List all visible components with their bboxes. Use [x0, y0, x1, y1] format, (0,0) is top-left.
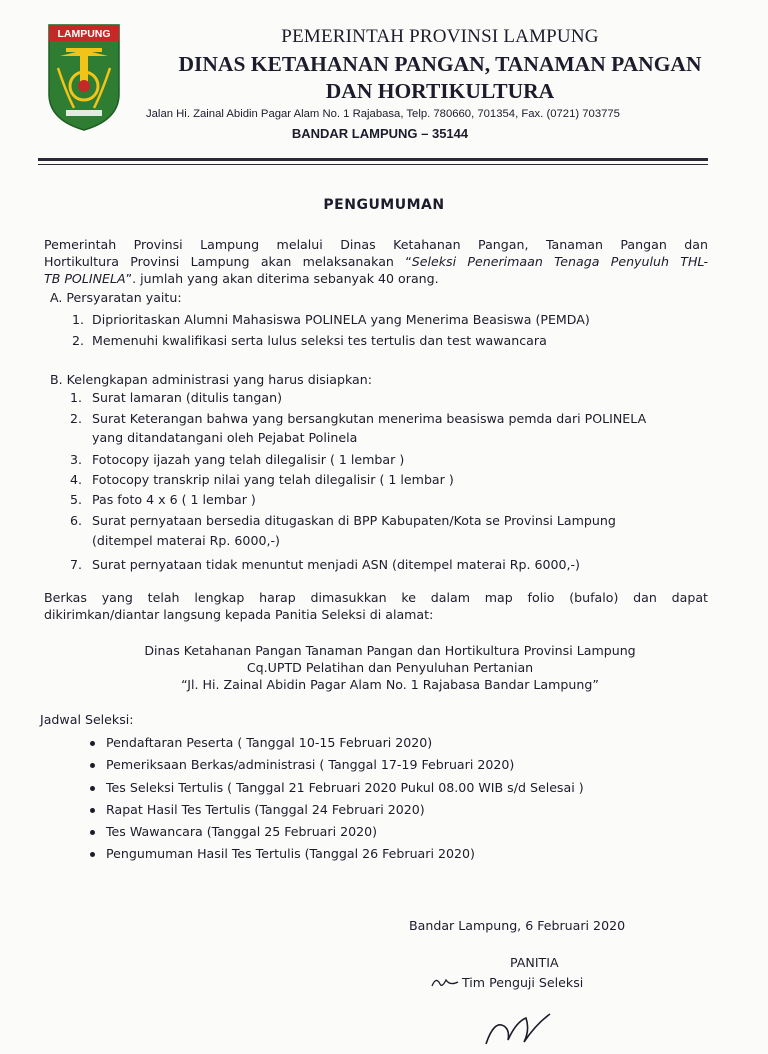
place-date: Bandar Lampung, 6 Februari 2020 — [409, 918, 626, 933]
intro-line-3-b: ”. jumlah yang akan diterima sebanyak 40 orang. — [125, 271, 439, 286]
bullet-dot — [90, 786, 95, 791]
section-b-item-text: Surat Keterangan bahwa yang bersangkutan menerima beasiswa pemda dari POLINELA — [92, 411, 647, 426]
jadwal-item: Rapat Hasil Tes Tertulis (Tanggal 24 Februari 2020) — [106, 802, 425, 817]
section-a-item-num: 1. — [72, 312, 85, 327]
intro-line-3-a: TB POLINELA — [44, 271, 126, 286]
section-b-item-num: 5. — [70, 492, 83, 507]
header-address: Jalan Hi. Zainal Abidin Pagar Alam No. 1 Rajabasa, Telp. 780660, 701354, Fax. (0721) 703775 — [146, 108, 620, 120]
section-b-heading: B. Kelengkapan administrasi yang harus disiapkan: — [50, 372, 373, 387]
document-title: PENGUMUMAN — [323, 197, 445, 213]
initial-scribble — [430, 972, 460, 990]
section-b-item-text: Fotocopy ijazah yang telah dilegalisir ( 1 lembar ) — [92, 452, 405, 467]
bullet-dot — [90, 763, 95, 768]
logo-lampung-text: LAMPUNG — [57, 28, 111, 40]
section-b-item-text-cont: yang ditandatangani oleh Pejabat Polinela — [92, 430, 358, 445]
bullet-dot — [90, 741, 95, 746]
panitia-label: PANITIA — [510, 955, 559, 970]
berkas-line-2: dikirimkan/diantar langsung kepada Panitia Seleksi di alamat: — [44, 607, 434, 622]
jadwal-item: Pendaftaran Peserta ( Tanggal 10-15 Februari 2020) — [106, 735, 433, 750]
berkas-line-1: Berkas yang telah lengkap harap dimasukkan ke dalam map folio (bufalo) dan dapat — [44, 590, 708, 605]
section-b-item-text: Fotocopy transkrip nilai yang telah dilegalisir ( 1 lembar ) — [92, 472, 454, 487]
bullet-dot — [90, 808, 95, 813]
section-b-item-num: 7. — [70, 557, 83, 572]
jadwal-heading: Jadwal Seleksi: — [40, 712, 134, 727]
section-a-item-text: Memenuhi kwalifikasi serta lulus seleksi tes tertulis dan test wawancara — [92, 333, 547, 348]
jadwal-item: Pemeriksaan Berkas/administrasi ( Tanggal 17-19 Februari 2020) — [106, 757, 515, 772]
header-agency-name: DINAS KETAHANAN PANGAN, TANAMAN PANGAN — [178, 52, 702, 76]
section-b-item-num: 3. — [70, 452, 83, 467]
section-a-item-text: Diprioritaskan Alumni Mahasiswa POLINELA yang Menerima Beasiswa (PEMDA) — [92, 312, 590, 327]
tim-penguji-label: Tim Penguji Seleksi — [462, 975, 584, 990]
section-b-item-text: Surat pernyataan tidak menuntut menjadi ASN (ditempel materai Rp. 6000,-) — [92, 557, 580, 572]
jadwal-item: Pengumuman Hasil Tes Tertulis (Tanggal 26 Februari 2020) — [106, 846, 475, 861]
header-agency-name-cont: DAN HORTIKULTURA — [325, 79, 555, 103]
intro-line-1: Pemerintah Provinsi Lampung melalui Dinas Ketahanan Pangan, Tanaman Pangan dan — [44, 237, 708, 252]
section-b-item-text: Surat lamaran (ditulis tangan) — [92, 390, 283, 405]
jadwal-item: Tes Seleksi Tertulis ( Tanggal 21 Februari 2020 Pukul 08.00 WIB s/d Selesai ) — [106, 780, 584, 795]
bullet-dot — [90, 852, 95, 857]
section-b-item-text: Pas foto 4 x 6 ( 1 lembar ) — [92, 492, 256, 507]
header-rule-thin — [38, 164, 708, 165]
section-b-item-num: 6. — [70, 513, 83, 528]
section-b-item-num: 4. — [70, 472, 83, 487]
header-city: BANDAR LAMPUNG – 35144 — [291, 126, 469, 141]
alamat-line-2: Cq.UPTD Pelatihan dan Penyuluhan Pertanian — [246, 660, 534, 675]
bullet-dot — [90, 830, 95, 835]
section-b-item-num: 1. — [70, 390, 83, 405]
section-b-item-text-cont: (ditempel materai Rp. 6000,-) — [92, 533, 280, 548]
alamat-line-1: Dinas Ketahanan Pangan Tanaman Pangan dan Hortikultura Provinsi Lampung — [144, 643, 636, 658]
intro-line-2 — [44, 254, 708, 270]
signature-mark — [480, 1000, 560, 1050]
intro-line-3 — [44, 271, 439, 287]
intro-line-2-b: Seleksi Penerimaan Tenaga Penyuluh THL- — [411, 254, 708, 269]
section-a-heading: A. Persyaratan yaitu: — [50, 290, 182, 305]
lampung-province-emblem — [46, 22, 122, 132]
header-government-name: PEMERINTAH PROVINSI LAMPUNG — [281, 26, 599, 47]
section-b-item-num: 2. — [70, 411, 83, 426]
section-a-item-num: 2. — [72, 333, 85, 348]
intro-line-2-a: Hortikultura Provinsi Lampung akan melaksanakan “ — [44, 254, 412, 269]
header-rule-thick — [38, 158, 708, 161]
section-b-item-text: Surat pernyataan bersedia ditugaskan di BPP Kabupaten/Kota se Provinsi Lampung — [92, 513, 616, 528]
jadwal-item: Tes Wawancara (Tanggal 25 Februari 2020) — [106, 824, 378, 839]
alamat-line-3: “Jl. Hi. Zainal Abidin Pagar Alam No. 1 Rajabasa Bandar Lampung” — [181, 677, 599, 692]
